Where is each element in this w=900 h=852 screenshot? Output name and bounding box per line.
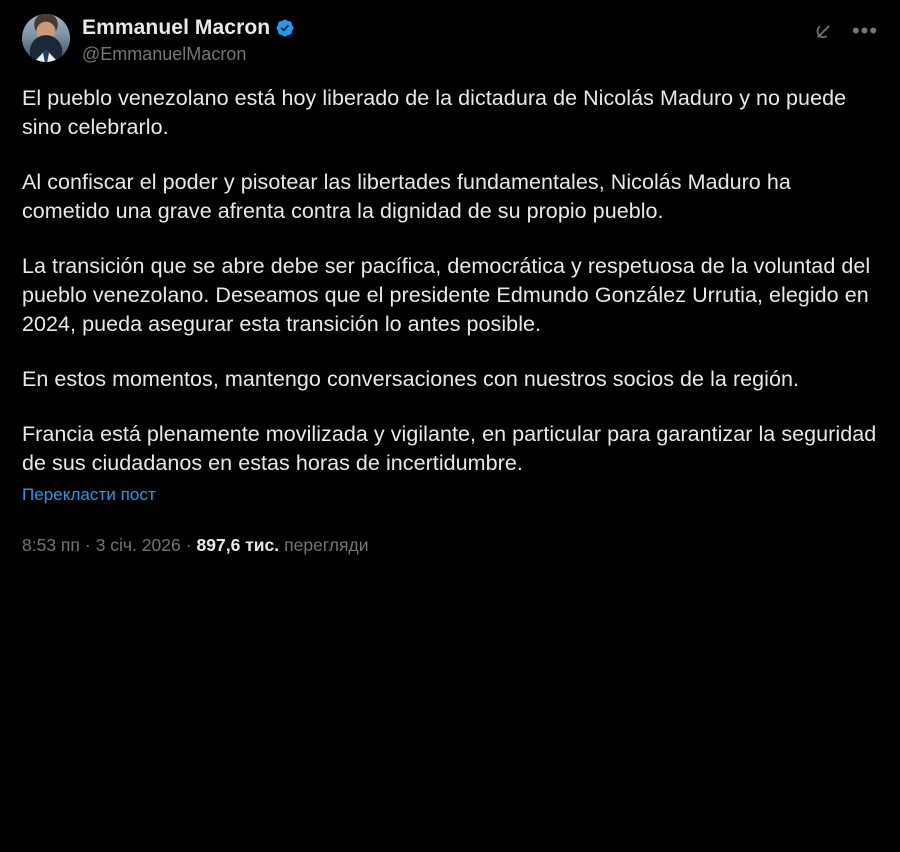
tweet-paragraph: Al confiscar el poder y pisotear las libertades fundamentales, Nicolás Maduro ha cometido una grave afrenta contra la dignidad de su propio pueblo. bbox=[22, 170, 797, 223]
grok-icon[interactable] bbox=[810, 18, 836, 44]
tweet-paragraph: En estos momentos, mantengo conversaciones con nuestros socios de la región. bbox=[22, 367, 800, 391]
author-block bbox=[82, 14, 798, 66]
tweet-paragraph: La transición que se abre debe ser pacífica, democrática y respetuosa de la voluntad del pueblo venezolano. Deseamos que el presidente Edmundo González Urrutia, elegido en 2024, pueda asegurar esta transición lo antes posible. bbox=[22, 254, 877, 336]
more-options-icon[interactable] bbox=[852, 18, 878, 44]
tweet-paragraph: Francia está plenamente movilizada y vigilante, en particular para garantizar la seguridad de sus ciudadanos en estas horas de incertidumbre. bbox=[22, 422, 883, 475]
meta-separator: · bbox=[185, 535, 192, 555]
views-count: 897,6 тис. bbox=[196, 535, 280, 555]
views-label: перегляди bbox=[284, 535, 369, 555]
tweet-paragraph: El pueblo venezolano está hoy liberado de la dictadura de Nicolás Maduro y no puede sino celebrarlo. bbox=[22, 86, 853, 139]
translate-post-link[interactable]: Перекласти пост bbox=[22, 485, 156, 504]
tweet-header-actions bbox=[810, 14, 878, 44]
meta-separator: · bbox=[84, 535, 91, 555]
tweet-meta bbox=[22, 534, 878, 556]
tweet-date: 3 січ. 2026 bbox=[95, 535, 181, 555]
author-handle[interactable]: @EmmanuelMacron bbox=[82, 44, 247, 64]
tweet-header bbox=[22, 14, 878, 66]
verified-badge-icon bbox=[275, 18, 295, 38]
tweet-time: 8:53 пп bbox=[22, 535, 80, 555]
tweet-body bbox=[22, 84, 883, 508]
author-display-name[interactable]: Emmanuel Macron bbox=[82, 16, 271, 39]
more-options-label: ••• bbox=[851, 18, 879, 43]
author-name-row bbox=[82, 15, 798, 41]
avatar[interactable] bbox=[22, 14, 70, 62]
